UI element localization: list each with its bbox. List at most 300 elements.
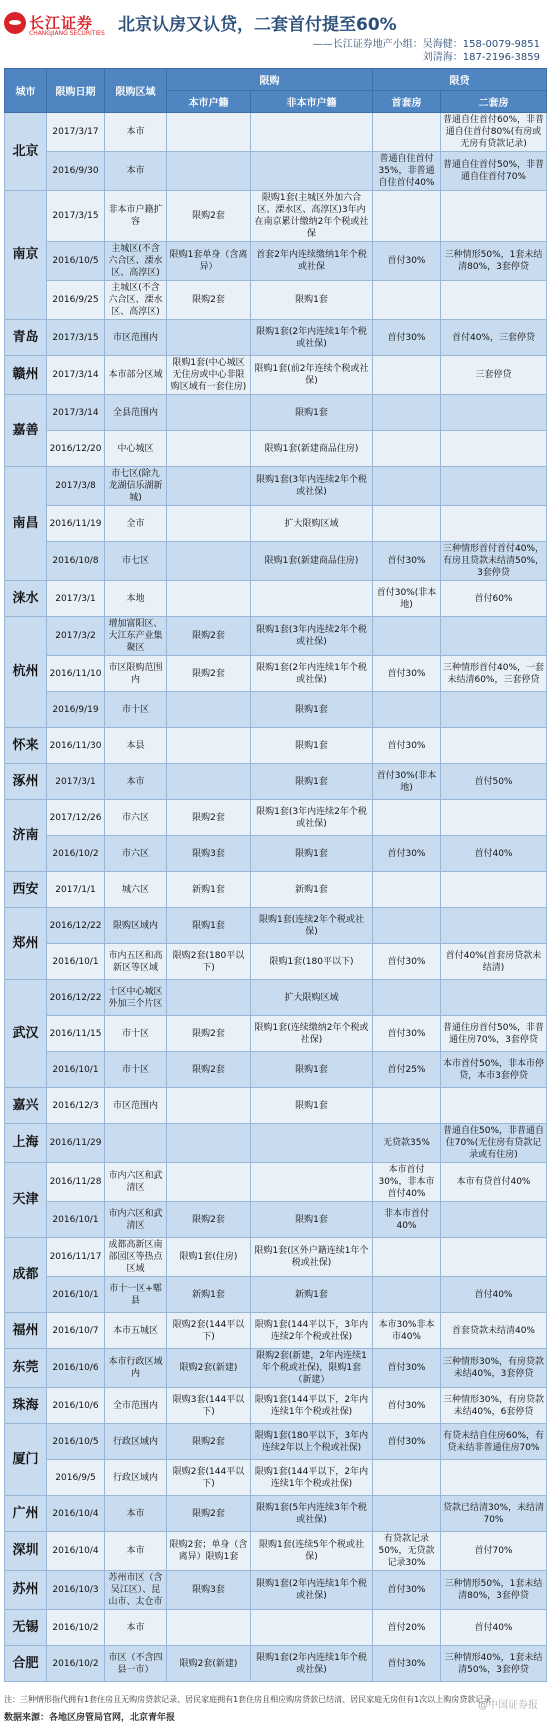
date-cell: 2016/12/22 — [47, 980, 105, 1016]
area-cell: 主城区(不含六合区、溧水区、高淳区) — [105, 281, 167, 320]
first-cell — [373, 872, 441, 908]
local-cell: 限购2套 — [167, 1052, 251, 1088]
nonlocal-cell: 限购1套(连续5年个税或社保) — [251, 1532, 373, 1571]
second-cell — [441, 1460, 547, 1496]
date-cell: 2016/10/2 — [47, 1646, 105, 1682]
local-cell — [167, 1124, 251, 1163]
logo-text: 长江证券 — [29, 14, 94, 32]
local-cell — [167, 1088, 251, 1124]
area-cell: 市十区 — [105, 1016, 167, 1052]
area-cell: 十区中心城区外加三个片区 — [105, 980, 167, 1016]
second-cell: 三种情形40%，1套未结清50%，3套停贷 — [441, 1646, 547, 1682]
local-cell: 限购2套 — [167, 1496, 251, 1532]
first-cell — [373, 908, 441, 944]
first-cell: 首付30% — [373, 542, 441, 581]
nonlocal-cell — [251, 1163, 373, 1202]
first-cell — [373, 1496, 441, 1532]
area-cell: 本市行政区域内 — [105, 1349, 167, 1388]
second-cell: 三种情形首付40%，一套未结清60%，三套停贷 — [441, 656, 547, 692]
local-cell: 限购2套 — [167, 281, 251, 320]
date-cell: 2017/1/1 — [47, 872, 105, 908]
table-row — [5, 1124, 547, 1163]
second-cell — [441, 872, 547, 908]
table-row — [5, 1646, 547, 1682]
team-line-1: ——长江证券地产小组：吴海健：158-0079-9851 — [312, 39, 540, 50]
table-row — [5, 872, 547, 908]
second-cell — [441, 908, 547, 944]
second-cell — [441, 800, 547, 836]
date-cell: 2016/10/7 — [47, 1313, 105, 1349]
nonlocal-cell: 限购1套 — [251, 836, 373, 872]
local-cell: 限购1套(中心城区无住房或中心非限购区域有一套住房) — [167, 356, 251, 395]
second-cell: 三种情形30%，有房贷款未结40%，3套停贷 — [441, 1349, 547, 1388]
nonlocal-cell: 限购1套(主城区外加六合区、溧水区、高淳区)3年内在南京累计缴纳2年个税或社保 — [251, 191, 373, 242]
logo-emblem-icon — [4, 12, 26, 34]
city-cell: 厦门 — [5, 1424, 47, 1496]
local-cell: 限购1套单身（含离异） — [167, 242, 251, 281]
nonlocal-cell: 新购1套 — [251, 872, 373, 908]
table-body — [5, 113, 547, 1682]
first-cell: 首付25% — [373, 1052, 441, 1088]
first-cell — [373, 356, 441, 395]
table-row — [5, 113, 547, 152]
second-cell — [441, 191, 547, 242]
first-cell: 首付30% — [373, 320, 441, 356]
city-cell: 南昌 — [5, 467, 47, 581]
area-cell: 市区限购范围内 — [105, 656, 167, 692]
nonlocal-cell: 限购1套(144平以下，2年内连续1年个税或社保) — [251, 1388, 373, 1424]
city-cell: 青岛 — [5, 320, 47, 356]
second-cell: 首付50% — [441, 764, 547, 800]
local-cell: 新购1套 — [167, 872, 251, 908]
area-cell: 全市范围内 — [105, 1388, 167, 1424]
header-second-home: 二套房 — [441, 91, 547, 113]
area-cell: 本市 — [105, 1610, 167, 1646]
area-cell: 增加富阳区、大江东产业集聚区 — [105, 617, 167, 656]
header-city: 城市 — [5, 69, 47, 113]
first-cell — [373, 467, 441, 506]
table-row — [5, 692, 547, 728]
first-cell: 首付30% — [373, 242, 441, 281]
first-cell: 首付30% — [373, 1571, 441, 1610]
local-cell — [167, 1163, 251, 1202]
local-cell — [167, 467, 251, 506]
nonlocal-cell — [251, 113, 373, 152]
local-cell: 限购2套 — [167, 1016, 251, 1052]
city-cell: 成都 — [5, 1238, 47, 1313]
header-nonlocal: 非本市户籍 — [251, 91, 373, 113]
table-row — [5, 191, 547, 242]
first-cell — [373, 113, 441, 152]
date-cell: 2016/10/4 — [47, 1496, 105, 1532]
city-cell: 广州 — [5, 1496, 47, 1532]
local-cell: 限购3套(144平以下) — [167, 1388, 251, 1424]
area-cell: 市区范围内 — [105, 1088, 167, 1124]
date-cell: 2016/12/20 — [47, 431, 105, 467]
table-row — [5, 1052, 547, 1088]
table-row — [5, 980, 547, 1016]
date-cell: 2016/11/29 — [47, 1124, 105, 1163]
date-cell: 2016/11/19 — [47, 506, 105, 542]
city-cell: 东莞 — [5, 1349, 47, 1388]
first-cell — [373, 281, 441, 320]
nonlocal-cell: 限购1套(2年内连续1年个税或社保) — [251, 320, 373, 356]
date-cell: 2016/10/1 — [47, 944, 105, 980]
date-cell: 2016/10/8 — [47, 542, 105, 581]
first-cell — [373, 617, 441, 656]
nonlocal-cell: 限购1套 — [251, 1052, 373, 1088]
local-cell: 限购2套 — [167, 656, 251, 692]
date-cell: 2017/3/14 — [47, 356, 105, 395]
second-cell — [441, 431, 547, 467]
city-cell: 深圳 — [5, 1532, 47, 1571]
city-cell: 福州 — [5, 1313, 47, 1349]
city-cell: 合肥 — [5, 1646, 47, 1682]
local-cell — [167, 395, 251, 431]
nonlocal-cell: 限购1套(2年内连续1年个税或社保) — [251, 656, 373, 692]
first-cell: 首付30%(非本地) — [373, 764, 441, 800]
city-cell: 涿州 — [5, 764, 47, 800]
date-cell: 2016/10/6 — [47, 1388, 105, 1424]
second-cell — [441, 692, 547, 728]
header-first-home: 首套房 — [373, 91, 441, 113]
local-cell — [167, 980, 251, 1016]
table-row — [5, 1277, 547, 1313]
first-cell: 无贷款35% — [373, 1124, 441, 1163]
date-cell: 2016/11/17 — [47, 1238, 105, 1277]
area-cell: 本市 — [105, 1532, 167, 1571]
nonlocal-cell: 限购1套(新建商品住房) — [251, 431, 373, 467]
city-cell: 苏州 — [5, 1571, 47, 1610]
policy-table — [4, 68, 547, 1682]
second-cell — [441, 1088, 547, 1124]
table-row — [5, 356, 547, 395]
table-row — [5, 1610, 547, 1646]
city-cell: 赣州 — [5, 356, 47, 395]
nonlocal-cell: 限购1套(2年内连续1年个税或社保) — [251, 1571, 373, 1610]
nonlocal-cell: 扩大限购区域 — [251, 980, 373, 1016]
date-cell: 2016/9/19 — [47, 692, 105, 728]
second-cell: 普通住房首付50%，非普通住房70%，3套停贷 — [441, 1016, 547, 1052]
second-cell — [441, 728, 547, 764]
local-cell: 限购2套；单身（含离异）限购1套 — [167, 1532, 251, 1571]
nonlocal-cell — [251, 1124, 373, 1163]
city-cell: 嘉兴 — [5, 1088, 47, 1124]
second-cell: 三种情形30%，有房贷款未结40%，6套停贷 — [441, 1388, 547, 1424]
area-cell: 本地 — [105, 581, 167, 617]
date-cell: 2016/9/5 — [47, 1460, 105, 1496]
area-cell: 苏州市区（含吴江区）、昆山市、太仓市 — [105, 1571, 167, 1610]
city-cell: 济南 — [5, 800, 47, 872]
local-cell — [167, 113, 251, 152]
local-cell: 新购1套 — [167, 1277, 251, 1313]
table-row — [5, 395, 547, 431]
table-row — [5, 281, 547, 320]
header-date: 限购日期 — [47, 69, 105, 113]
second-cell: 首付40%，三套停贷 — [441, 320, 547, 356]
table-row — [5, 320, 547, 356]
header-area: 限购区域 — [105, 69, 167, 113]
table-row — [5, 1088, 547, 1124]
second-cell — [441, 506, 547, 542]
second-cell: 首付40%(首套房贷款未结清) — [441, 944, 547, 980]
area-cell: 城六区 — [105, 872, 167, 908]
local-cell — [167, 728, 251, 764]
date-cell: 2017/3/1 — [47, 581, 105, 617]
second-cell — [441, 395, 547, 431]
date-cell: 2016/10/5 — [47, 1424, 105, 1460]
nonlocal-cell: 限购1套(144平以下，3年内连续2年个税或社保) — [251, 1313, 373, 1349]
local-cell — [167, 152, 251, 191]
nonlocal-cell: 限购1套 — [251, 281, 373, 320]
second-cell — [441, 617, 547, 656]
date-cell: 2017/3/8 — [47, 467, 105, 506]
date-cell: 2016/10/1 — [47, 1202, 105, 1238]
nonlocal-cell: 限购1套 — [251, 692, 373, 728]
nonlocal-cell — [251, 1610, 373, 1646]
local-cell: 限购1套(住房) — [167, 1238, 251, 1277]
date-cell: 2016/11/15 — [47, 1016, 105, 1052]
date-cell: 2016/12/22 — [47, 908, 105, 944]
table-row — [5, 728, 547, 764]
page-title: 北京认房又认贷，二套首付提至60% — [118, 15, 397, 35]
city-cell: 怀来 — [5, 728, 47, 764]
city-cell: 郑州 — [5, 908, 47, 980]
second-cell: 有贷未结自住房60%，有贷未结非普通住房70% — [441, 1424, 547, 1460]
date-cell: 2016/11/28 — [47, 1163, 105, 1202]
area-cell — [105, 1124, 167, 1163]
date-cell: 2017/3/14 — [47, 395, 105, 431]
nonlocal-cell: 限购1套(5年内连续3年个税或社保) — [251, 1496, 373, 1532]
nonlocal-cell: 新购1套 — [251, 1277, 373, 1313]
area-cell: 本县 — [105, 728, 167, 764]
area-cell: 市六区 — [105, 800, 167, 836]
second-cell — [441, 1202, 547, 1238]
second-cell: 首付40% — [441, 836, 547, 872]
city-cell: 西安 — [5, 872, 47, 908]
nonlocal-cell: 限购1套 — [251, 395, 373, 431]
nonlocal-cell: 限购1套(144平以下，2年内连续1年个税或社保) — [251, 1460, 373, 1496]
date-cell: 2016/9/25 — [47, 281, 105, 320]
team-contacts — [240, 38, 540, 64]
table-row — [5, 656, 547, 692]
second-cell: 本市有贷首付40% — [441, 1163, 547, 1202]
first-cell: 首付20% — [373, 1610, 441, 1646]
first-cell: 首付30% — [373, 1349, 441, 1388]
second-cell: 三种情形50%，1套未结清80%，3套停贷 — [441, 242, 547, 281]
local-cell: 限购1套 — [167, 908, 251, 944]
nonlocal-cell — [251, 581, 373, 617]
area-cell: 行政区域内 — [105, 1424, 167, 1460]
area-cell: 市内六区和武清区 — [105, 1202, 167, 1238]
header-purchase-limit: 限购 — [167, 69, 373, 91]
table-row — [5, 1388, 547, 1424]
first-cell — [373, 1088, 441, 1124]
second-cell — [441, 467, 547, 506]
city-cell: 天津 — [5, 1163, 47, 1238]
date-cell: 2017/3/2 — [47, 617, 105, 656]
date-cell: 2017/12/26 — [47, 800, 105, 836]
date-cell: 2016/10/3 — [47, 1571, 105, 1610]
table-row — [5, 617, 547, 656]
city-cell: 珠海 — [5, 1388, 47, 1424]
local-cell — [167, 764, 251, 800]
first-cell — [373, 800, 441, 836]
second-cell: 贷款已结清30%，未结清70% — [441, 1496, 547, 1532]
header-local: 本市户籍 — [167, 91, 251, 113]
area-cell: 市内五区和高新区等区域 — [105, 944, 167, 980]
second-cell: 三套停贷 — [441, 356, 547, 395]
nonlocal-cell: 首套2年内连续缴纳1年个税或社保 — [251, 242, 373, 281]
nonlocal-cell: 限购1套(3年内连续2年个税或社保) — [251, 617, 373, 656]
local-cell: 限购2套 — [167, 191, 251, 242]
watermark: @中国证券报 — [478, 1700, 538, 1711]
area-cell: 全县范围内 — [105, 395, 167, 431]
local-cell — [167, 692, 251, 728]
second-cell: 首付60% — [441, 581, 547, 617]
nonlocal-cell: 限购1套(180平以下，3年内连续2年以上个税或社保) — [251, 1424, 373, 1460]
second-cell: 首套贷款未结清40% — [441, 1313, 547, 1349]
first-cell: 首付30% — [373, 1388, 441, 1424]
area-cell: 限购区域内 — [105, 908, 167, 944]
table-row — [5, 800, 547, 836]
second-cell: 本市首付50%，非本市停贷，本市3套停贷 — [441, 1052, 547, 1088]
local-cell: 限购2套 — [167, 800, 251, 836]
area-cell: 市区（不含四县一市） — [105, 1646, 167, 1682]
local-cell — [167, 320, 251, 356]
first-cell: 有贷款记录50%，无贷款记录30% — [373, 1532, 441, 1571]
nonlocal-cell: 限购1套(区外户籍连续1年个税或社保) — [251, 1238, 373, 1277]
report-header — [0, 0, 550, 68]
header-loan-limit: 限贷 — [373, 69, 547, 91]
table-row — [5, 1532, 547, 1571]
area-cell: 市内六区和武清区 — [105, 1163, 167, 1202]
nonlocal-cell: 限购1套(连续缴纳2年个税或社保) — [251, 1016, 373, 1052]
first-cell: 首付30% — [373, 656, 441, 692]
nonlocal-cell: 限购1套(连续2年个税或社保) — [251, 908, 373, 944]
second-cell: 首付40% — [441, 1277, 547, 1313]
footnote: 注：三种情形指代拥有1套住房且无购房贷款记录、居民家庭拥有1套住房且相应购房贷款已结清、居民家庭无房但有1次以上购房贷款记录 — [4, 1695, 492, 1704]
nonlocal-cell: 限购1套 — [251, 1088, 373, 1124]
second-cell: 首付40% — [441, 1610, 547, 1646]
local-cell — [167, 506, 251, 542]
local-cell: 限购3套 — [167, 1571, 251, 1610]
local-cell: 限购2套(新建) — [167, 1646, 251, 1682]
area-cell: 行政区域内 — [105, 1460, 167, 1496]
first-cell — [373, 1277, 441, 1313]
table-row — [5, 1460, 547, 1496]
team-line-2: 刘清海：187-2196-3859 — [422, 52, 540, 63]
nonlocal-cell: 限购1套(2年内连续1年个税或社保) — [251, 1646, 373, 1682]
table-row — [5, 836, 547, 872]
area-cell: 中心城区 — [105, 431, 167, 467]
area-cell: 市七区(除九龙湖信乐湖新城) — [105, 467, 167, 506]
second-cell: 普通自住首付50%，非普通自住首付70% — [441, 152, 547, 191]
area-cell: 全市 — [105, 506, 167, 542]
local-cell — [167, 431, 251, 467]
area-cell: 非本市户籍扩容 — [105, 191, 167, 242]
local-cell: 限购2套(180平以下) — [167, 944, 251, 980]
local-cell — [167, 542, 251, 581]
table-row — [5, 1349, 547, 1388]
table-row — [5, 152, 547, 191]
nonlocal-cell: 限购1套(180平以下) — [251, 944, 373, 980]
table-row — [5, 764, 547, 800]
first-cell: 首付30% — [373, 728, 441, 764]
area-cell: 本市 — [105, 1496, 167, 1532]
area-cell: 市十区 — [105, 692, 167, 728]
area-cell: 本市部分区域 — [105, 356, 167, 395]
date-cell: 2016/10/1 — [47, 1277, 105, 1313]
table-row — [5, 467, 547, 506]
table-row — [5, 908, 547, 944]
area-cell: 市六区 — [105, 836, 167, 872]
date-cell: 2016/10/6 — [47, 1349, 105, 1388]
nonlocal-cell: 限购1套(新建商品住房) — [251, 542, 373, 581]
table-row — [5, 431, 547, 467]
first-cell — [373, 980, 441, 1016]
logo-subtext: CHANGJIANG SECURITIES — [29, 30, 105, 37]
nonlocal-cell: 限购1套(前2年连续个税或社保) — [251, 356, 373, 395]
local-cell: 限购3套 — [167, 836, 251, 872]
first-cell — [373, 431, 441, 467]
city-cell: 武汉 — [5, 980, 47, 1088]
local-cell: 限购2套(144平以下) — [167, 1313, 251, 1349]
date-cell: 2016/10/5 — [47, 242, 105, 281]
table-row — [5, 1163, 547, 1202]
city-cell: 南京 — [5, 191, 47, 320]
local-cell: 限购2套(144平以下) — [167, 1460, 251, 1496]
area-cell: 成都高新区南部园区等热点区域 — [105, 1238, 167, 1277]
date-cell: 2017/3/17 — [47, 113, 105, 152]
second-cell: 普通自住首付60%，非普通自住首付80%(有房或无房有贷款记录) — [441, 113, 547, 152]
area-cell: 主城区(不含六合区、溧水区、高淳区) — [105, 242, 167, 281]
table-row — [5, 1313, 547, 1349]
area-cell: 市十区 — [105, 1052, 167, 1088]
local-cell: 限购2套 — [167, 1202, 251, 1238]
city-cell: 上海 — [5, 1124, 47, 1163]
first-cell: 首付30% — [373, 836, 441, 872]
first-cell: 首付30% — [373, 1424, 441, 1460]
nonlocal-cell: 限购1套 — [251, 728, 373, 764]
data-source: 数据来源：各地区房管局官网，北京青年报 — [4, 1713, 176, 1722]
city-cell: 北京 — [5, 113, 47, 191]
second-cell — [441, 1238, 547, 1277]
first-cell — [373, 692, 441, 728]
area-cell: 市十一区+郫县 — [105, 1277, 167, 1313]
city-cell: 无锡 — [5, 1610, 47, 1646]
second-cell: 首付70% — [441, 1532, 547, 1571]
date-cell: 2016/9/30 — [47, 152, 105, 191]
table-row — [5, 1238, 547, 1277]
nonlocal-cell: 扩大限购区域 — [251, 506, 373, 542]
first-cell — [373, 191, 441, 242]
table-row — [5, 1016, 547, 1052]
changjiang-securities-logo — [4, 12, 122, 42]
area-cell: 本市 — [105, 152, 167, 191]
second-cell: 三种情形50%，1套未结清80%，3套停贷 — [441, 1571, 547, 1610]
date-cell: 2017/3/1 — [47, 764, 105, 800]
area-cell: 市区范围内 — [105, 320, 167, 356]
first-cell: 首付30%(非本地) — [373, 581, 441, 617]
second-cell: 普通自住50%，非普通自住70%(无住房有贷款记录或有住房) — [441, 1124, 547, 1163]
nonlocal-cell: 限购1套 — [251, 764, 373, 800]
first-cell — [373, 1238, 441, 1277]
nonlocal-cell: 限购1套 — [251, 1202, 373, 1238]
date-cell: 2016/11/30 — [47, 728, 105, 764]
first-cell — [373, 1460, 441, 1496]
date-cell: 2017/3/15 — [47, 320, 105, 356]
